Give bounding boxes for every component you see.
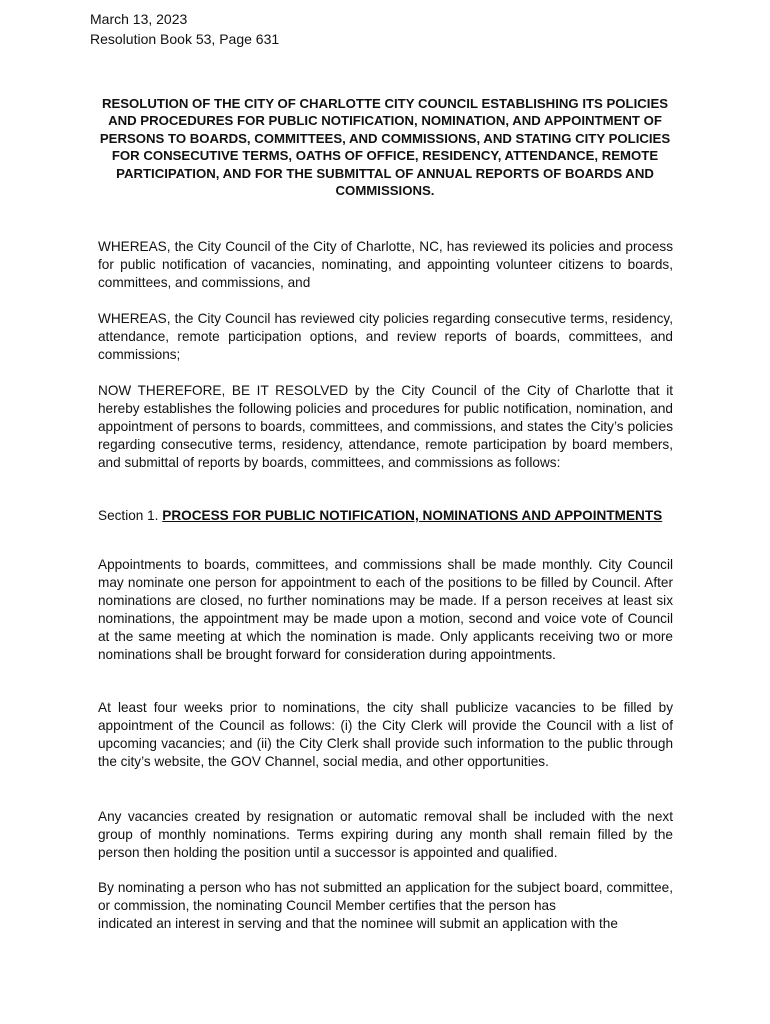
whereas-paragraph-2: WHEREAS, the City Council has reviewed city policies regarding consecutive terms, residency, attendance, remote participation options, and review reports of boards, committees, and commissions; <box>98 311 673 362</box>
section-1-heading <box>98 507 673 525</box>
resolution-title: RESOLUTION OF THE CITY OF CHARLOTTE CITY COUNCIL ESTABLISHING ITS POLICIES AND PROCEDURES FOR PUBLIC NOTIFICATION, NOMINATION, AND APPOINTMENT OF PERSONS TO BOARDS, COMMITTEES, AND COMMISSIONS, AND STATING CITY POLICIES FOR CONSECUTIVE TERMS, OATHS OF OFFICE, RESIDENCY, ATTENDANCE, REMOTE PARTICIPATION, AND FOR THE SUBMITTAL OF ANNUAL REPORTS OF BOARDS AND COMMISSIONS. <box>99 96 671 199</box>
section-1-paragraph-3: Any vacancies created by resignation or automatic removal shall be included with the next group of monthly nominations. Terms expiring during any month shall remain filled by the person then holding the position until a successor is appointed and qualified. <box>98 809 673 860</box>
section-1-paragraph-4: By nominating a person who has not submitted an application for the subject board, committee, or commission, the nominating Council Member certifies that the person has <box>98 880 673 913</box>
header-resolution-book: Resolution Book 53, Page 631 <box>90 31 280 47</box>
header-date: March 13, 2023 <box>90 11 188 27</box>
resolved-paragraph: NOW THEREFORE, BE IT RESOLVED by the City Council of the City of Charlotte that it hereby establishes the following policies and procedures for public notification, nomination, and appointment of persons to boards, committees, and commissions, and states the City’s policies regarding consecutive terms, residency, attendance, remote participation by board members, and submittal of reports by boards, committees, and commissions as follows: <box>98 383 673 470</box>
section-1-paragraph-2: At least four weeks prior to nominations, the city shall publicize vacancies to be filled by appointment of the Council as follows: (i) the City Clerk will provide the Council with a list of upcoming vacancies; and (ii) the City Clerk shall provide such information to the public through the city’s website, the GOV Channel, social media, and other opportunities. <box>98 700 673 769</box>
whereas-paragraph-1: WHEREAS, the City Council of the City of Charlotte, NC, has reviewed its policies and process for public notification of vacancies, nominating, and appointing volunteer citizens to boards, committees, and commissions, and <box>98 239 673 290</box>
section-1-title: PROCESS FOR PUBLIC NOTIFICATION, NOMINATIONS AND APPOINTMENTS <box>162 508 663 523</box>
section-1-paragraph-1: Appointments to boards, committees, and commissions shall be made monthly. City Council may nominate one person for appointment to each of the positions to be filled by Council. After nominations are closed, no further nominations may be made. If a person receives at least six nominations, the appointment may be made upon a motion, second and voice vote of Council at the same meeting at which the nomination is made. Only applicants receiving two or more nominations shall be brought forward for consideration during appointments. <box>98 557 673 662</box>
section-1-paragraph-4-last-line: indicated an interest in serving and that the nominee will submit an application with the <box>98 916 618 931</box>
section-1-label: Section 1. <box>98 508 159 523</box>
